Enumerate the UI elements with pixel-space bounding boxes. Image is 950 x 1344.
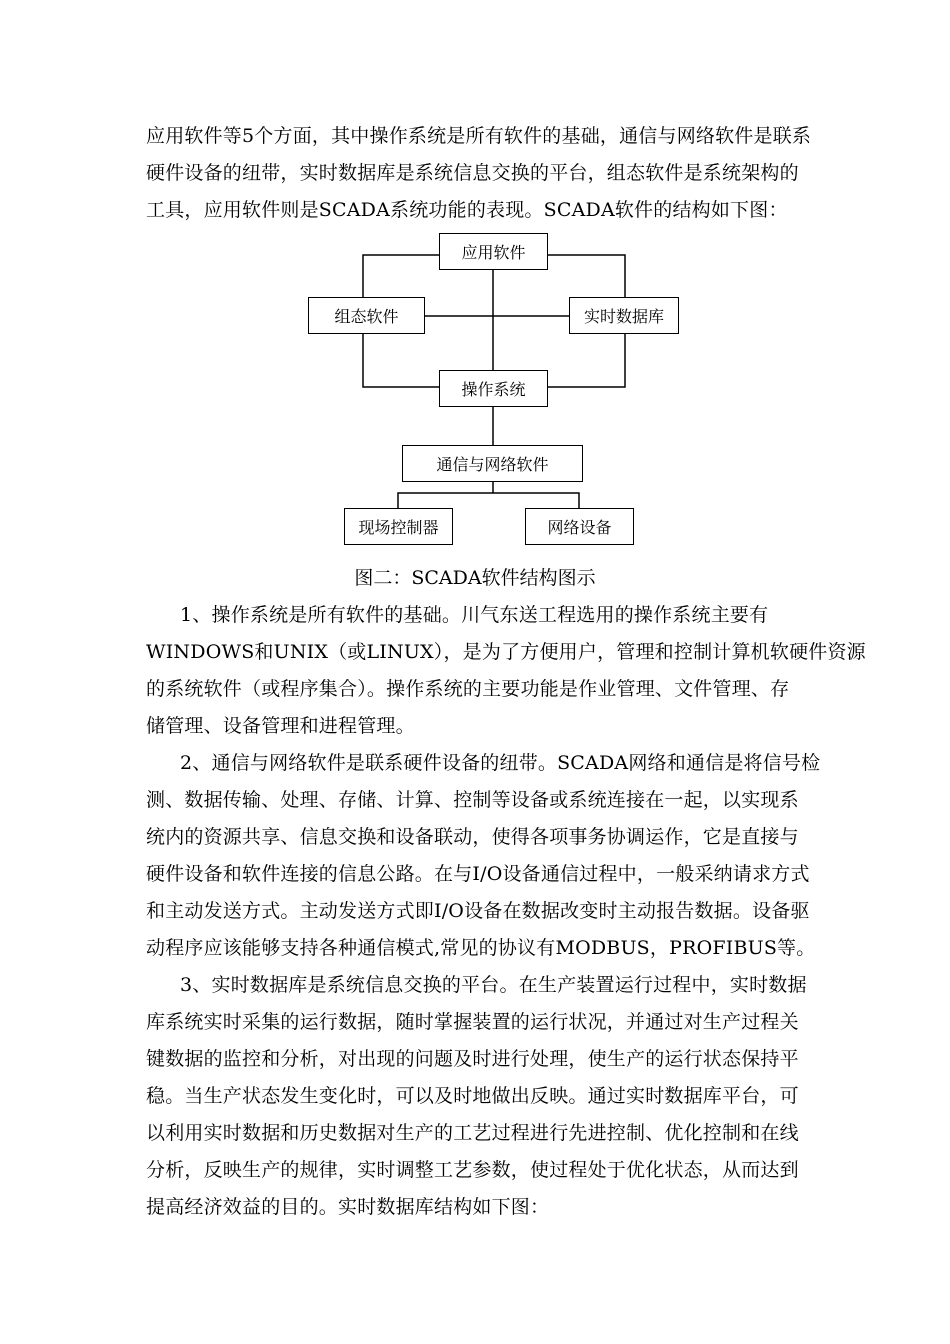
box-network-device: 网络设备 xyxy=(525,508,634,545)
p2-line-6: 动程序应该能够支持各种通信模式,常见的协议有MODBUS，PROFIBUS等。 xyxy=(146,937,816,959)
box-field-controller: 现场控制器 xyxy=(344,508,453,545)
p3-line-2: 库系统实时采集的运行数据，随时掌握装置的运行状况，并通过对生产过程关 xyxy=(146,1011,799,1033)
p2-line-2: 测、数据传输、处理、存储、计算、控制等设备或系统连接在一起，以实现系 xyxy=(146,789,799,811)
box-realtime-db: 实时数据库 xyxy=(569,297,679,334)
p3-line-5: 以利用实时数据和历史数据对生产的工艺过程进行先进控制、优化控制和在线 xyxy=(146,1122,799,1144)
p3-line-4: 稳。当生产状态发生变化时，可以及时地做出反映。通过实时数据库平台，可 xyxy=(146,1085,799,1107)
box-os: 操作系统 xyxy=(439,370,548,407)
scada-software-structure-diagram xyxy=(300,225,690,550)
p2-line-3: 统内的资源共享、信息交换和设备联动，使得各项事务协调运作，它是直接与 xyxy=(146,826,799,848)
intro-line-1: 应用软件等5个方面，其中操作系统是所有软件的基础，通信与网络软件是联系 xyxy=(146,125,812,147)
box-config-software: 组态软件 xyxy=(308,297,425,334)
p1-line-4: 储管理、设备管理和进程管理。 xyxy=(146,715,415,737)
intro-line-3: 工具，应用软件则是SCADA系统功能的表现。SCADA软件的结构如下图： xyxy=(146,199,788,221)
p3-line-7: 提高经济效益的目的。实时数据库结构如下图： xyxy=(146,1196,550,1218)
p3-line-1: 3、实时数据库是系统信息交换的平台。在生产装置运行过程中，实时数据 xyxy=(180,974,807,996)
p2-line-4: 硬件设备和软件连接的信息公路。在与I/O设备通信过程中，一般采纳请求方式 xyxy=(146,863,810,885)
p2-line-1: 2、通信与网络软件是联系硬件设备的纽带。SCADA网络和通信是将信号检 xyxy=(180,752,821,774)
p2-line-5: 和主动发送方式。主动发送方式即I/O设备在数据改变时主动报告数据。设备驱 xyxy=(146,900,810,922)
p1-line-1: 1、操作系统是所有软件的基础。川气东送工程选用的操作系统主要有 xyxy=(180,604,769,626)
box-app-software: 应用软件 xyxy=(439,233,548,270)
figure-caption: 图二：SCADA软件结构图示 xyxy=(354,567,596,589)
p1-line-3: 的系统软件（或程序集合）。操作系统的主要功能是作业管理、文件管理、存 xyxy=(146,678,790,700)
p3-line-6: 分析，反映生产的规律，实时调整工艺参数，使过程处于优化状态，从而达到 xyxy=(146,1159,799,1181)
p1-line-2: WINDOWS和UNIX（或LINUX），是为了方便用户，管理和控制计算机软硬件资源 xyxy=(146,641,866,663)
box-comm-network: 通信与网络软件 xyxy=(402,445,583,482)
p3-line-3: 键数据的监控和分析，对出现的问题及时进行处理，使生产的运行状态保持平 xyxy=(146,1048,799,1070)
intro-line-2: 硬件设备的纽带，实时数据库是系统信息交换的平台，组态软件是系统架构的 xyxy=(146,162,799,184)
